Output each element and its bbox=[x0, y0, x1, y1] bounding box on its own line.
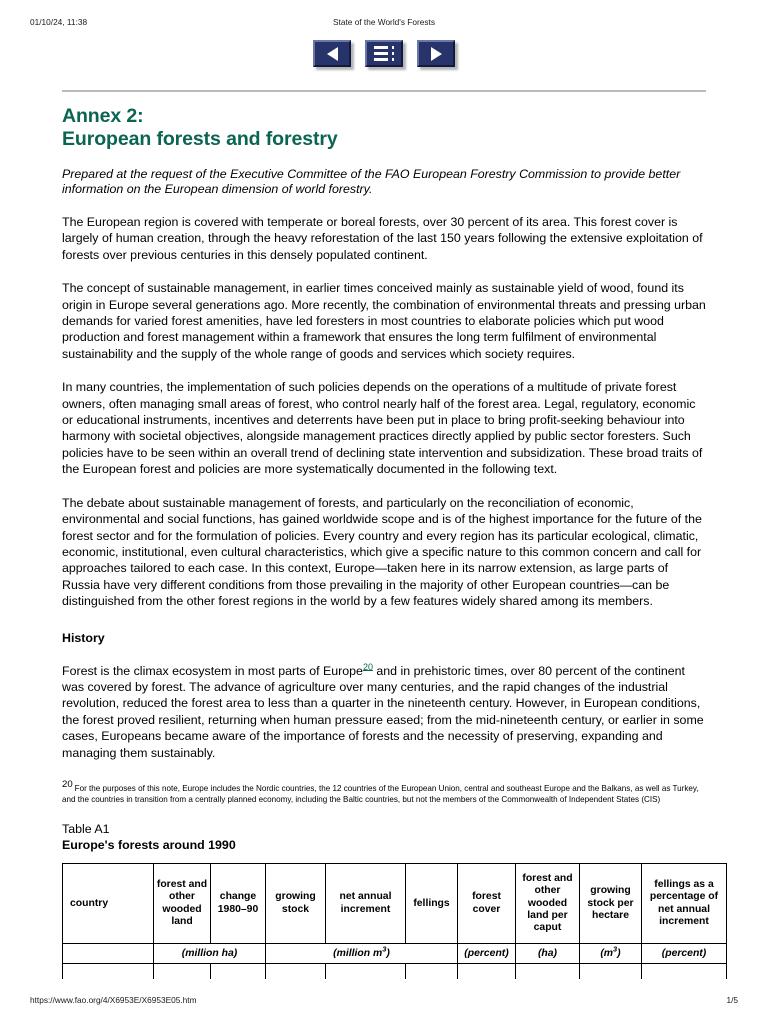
table-header-growing-stock: growing stock bbox=[266, 864, 326, 944]
forest-statistics-table bbox=[62, 863, 727, 979]
page-title-line1: Annex 2: bbox=[62, 105, 144, 127]
horizontal-divider bbox=[62, 90, 706, 92]
footnote-20 bbox=[62, 779, 706, 805]
document-body bbox=[62, 105, 719, 979]
footnote-number: 20 bbox=[62, 779, 73, 791]
table-header-growing-stock-per-hectare: growing stock per hectare bbox=[580, 864, 642, 944]
section-heading-history: History bbox=[62, 630, 105, 645]
print-date: 01/10/24, 11:38 bbox=[30, 17, 88, 27]
table-header-forest-and-other-wooded-land: forest and other wooded land bbox=[154, 864, 211, 944]
table-caption bbox=[62, 822, 706, 853]
table-header-forest-and-other-wooded-land-per-caput: forest and other wooded land per caput bbox=[516, 864, 580, 944]
table-cell-empty bbox=[406, 964, 458, 979]
print-header bbox=[0, 17, 768, 29]
table-cell-empty bbox=[516, 964, 580, 979]
table-unit-million-ha bbox=[154, 944, 266, 964]
table-unit-percent-fellings bbox=[642, 944, 727, 964]
navigation-bar bbox=[62, 40, 706, 67]
paragraph-history bbox=[62, 663, 706, 761]
table-cell-empty bbox=[326, 964, 406, 979]
next-page-button[interactable] bbox=[417, 40, 455, 67]
page-number: 1/5 bbox=[726, 995, 738, 1005]
lead-paragraph: Prepared at the request of the Executive Committee of the FAO European Forestry Commission to provide better information on the European dimension of world forestry. bbox=[62, 167, 681, 196]
table-header-fellings: fellings bbox=[406, 864, 458, 944]
table-cell-empty bbox=[63, 964, 154, 979]
superscript-3: 3 bbox=[613, 944, 618, 954]
list-icon bbox=[374, 46, 394, 61]
table-cell-empty bbox=[458, 964, 516, 979]
table-cell-empty bbox=[642, 964, 727, 979]
unit-text: (ha) bbox=[537, 947, 558, 959]
paragraph-4: The debate about sustainable management of forests, and particularly on the reconciliation of economic, environmental and social functions, has gained worldwide scope and is of the highest importance for the future of the forest sector and for the formulation of policies. Every country and every region has its particular ecological, climatic, economic, institutional, even cultural characteristics, which give a specific nature to this common concern and call for approaches tailored to each case. In this context, Europe—taken here in its narrow extension, as large parts of Russia have very different conditions from those prevailing in the majority of other European countries—can be distinguished from the other forest regions in the world by a few features widely shared among its members. bbox=[62, 495, 702, 609]
table-header-change-1980-90: change 1980–90 bbox=[211, 864, 266, 944]
history-text-after-ref: and in prehistoric times, over 80 percent of the continent was covered by forest. The advance of agriculture over many centuries, and the rapid changes of the industrial revolution, reduced the forest area to less than a quarter in the nineteenth century. However, in European conditions, the forest proved resilient, returning when human pressure eased; from the mid-nineteenth century, or earlier in some cases, Europeans became aware of the importance of forests and the necessity of preserving, expanding and managing them sustainably. bbox=[62, 663, 704, 760]
unit-text: (m bbox=[600, 947, 614, 959]
table-header-country: country bbox=[63, 864, 154, 944]
table-of-contents-button[interactable] bbox=[365, 40, 403, 67]
footnote-reference-link[interactable]: 20 bbox=[362, 661, 373, 672]
footnote-text: For the purposes of this note, Europe includes the Nordic countries, the 12 countries of the European Union, central and southeast Europe and the Balkans, as well as Turkey, and the countries in transition from a centrally planned economy, including the Baltic countries, but not the members of the Commonwealth of Independent States (CIS) bbox=[62, 783, 699, 805]
unit-text: (percent) bbox=[661, 947, 707, 959]
table-title: Europe's forests around 1990 bbox=[62, 837, 236, 852]
source-url: https://www.fao.org/4/X6953E/X6953E05.htm bbox=[30, 995, 197, 1005]
paragraph-1: The European region is covered with temperate or boreal forests, over 30 percent of its area. This forest cover is largely of human creation, through the heavy reforestation of the last 150 years following the extensive exploitation of forests over previous centuries in this densely populated continent. bbox=[62, 215, 703, 262]
table-header-net-annual-increment: net annual increment bbox=[326, 864, 406, 944]
paragraph-2: The concept of sustainable management, in earlier times conceived mainly as sustainable yield of wood, found its origin in Europe several generations ago. More recently, the combination of environmental threats and pressing urban demands for varied forest amenities, have led foresters in most countries to elaborate policies which put wood production and forest management within a framework that ensures the long term fulfilment of environmental sustainability and the supply of the whole range of goods and services which society requires. bbox=[62, 281, 706, 361]
table-unit-percent-cover bbox=[458, 944, 516, 964]
print-footer bbox=[0, 995, 768, 1007]
superscript-3: 3 bbox=[382, 944, 387, 954]
table-cell-empty bbox=[211, 964, 266, 979]
table-unit-ha bbox=[516, 944, 580, 964]
page-title bbox=[62, 105, 706, 150]
table-unit-country bbox=[63, 944, 154, 964]
previous-page-button[interactable] bbox=[313, 40, 351, 67]
table-header-row bbox=[63, 864, 727, 944]
table-label: Table A1 bbox=[62, 822, 110, 837]
table-cell-empty bbox=[266, 964, 326, 979]
unit-text: (million m bbox=[333, 947, 383, 959]
paragraph-3: In many countries, the implementation of such policies depends on the operations of a multitude of private forest owners, often managing small areas of forest, who control nearly half of the forest area. Legal, regulatory, economic or educational instruments, incentives and deterrents have been put in place to bring profit-seeking behaviour into harmony with societal objectives, alongside management practices directly applied by public sector foresters. Such policies have to be seen within an overall trend of declining state intervention and subsidization. These broad traits of the European forest and policies are more systematically documented in the following text. bbox=[62, 380, 703, 477]
table-cell-empty bbox=[580, 964, 642, 979]
triangle-left-icon bbox=[327, 47, 338, 61]
page-title-line2: European forests and forestry bbox=[62, 127, 338, 150]
unit-text: (million ha) bbox=[181, 947, 238, 959]
table-unit-million-m3: (million $m^3$) bbox=[266, 944, 458, 964]
table-header-fellings-as-percentage-of-net-annual-increment: fellings as a percentage of net annual increment bbox=[642, 864, 727, 944]
history-text-before-ref: Forest is the climax ecosystem in most parts of Europe bbox=[62, 663, 363, 678]
triangle-right-icon bbox=[431, 47, 442, 61]
table-units-row bbox=[63, 944, 727, 964]
table-cell-empty bbox=[154, 964, 211, 979]
table-header-forest-cover: forest cover bbox=[458, 864, 516, 944]
table-unit-m3: $(m^3)$ bbox=[580, 944, 642, 964]
print-document-title: State of the World's Forests bbox=[333, 17, 435, 27]
unit-text: (percent) bbox=[464, 947, 509, 959]
table-blank-row bbox=[63, 964, 727, 979]
